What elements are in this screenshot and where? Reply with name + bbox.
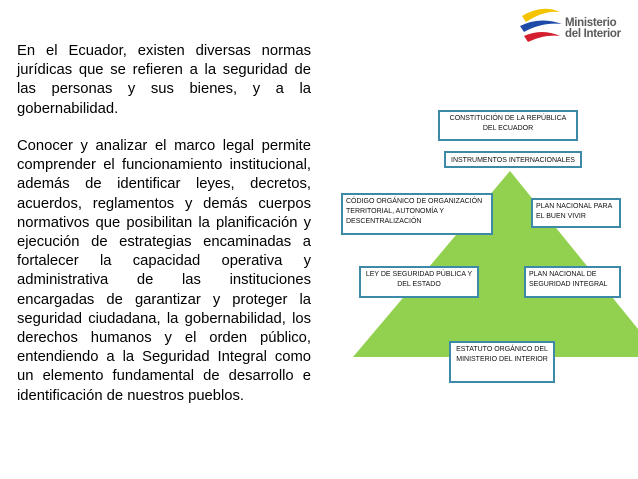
box-plan-buen-vivir bbox=[531, 198, 621, 228]
box-constitucion-label: CONSTITUCIÓN DE LA REPÚBLICA DEL ECUADOR bbox=[449, 115, 567, 132]
box-plan-buen-vivir-label: PLAN NACIONAL PARA EL BUEN VIVIR bbox=[536, 203, 612, 220]
box-ley-seguridad bbox=[359, 266, 479, 298]
logo-title-line2: del Interior bbox=[565, 28, 621, 40]
box-plan-seguridad-integral bbox=[524, 266, 621, 298]
box-instrumentos-label: INSTRUMENTOS INTERNACIONALES bbox=[451, 157, 575, 164]
box-estatuto-label: ESTATUTO ORGÁNICO DEL MINISTERIO DEL INTERIOR bbox=[456, 346, 548, 363]
box-codigo-label: CÓDIGO ORGÁNICO DE ORGANIZACIÓN TERRITORIAL, AUTONOMÍA Y DESCENTRALIZACIÓN bbox=[346, 198, 483, 225]
box-instrumentos-internacionales bbox=[444, 151, 582, 168]
box-estatuto-organico bbox=[449, 341, 555, 383]
box-codigo-organico bbox=[341, 193, 493, 235]
logo-title-line1: Ministerio bbox=[565, 17, 617, 29]
box-plan-seguridad-label: PLAN NACIONAL DE SEGURIDAD INTEGRAL bbox=[529, 271, 608, 288]
intro-paragraph: En el Ecuador, existen diversas normas jurídicas que se refieren a la seguridad de las personas y sus bienes, y a la gobernabilidad. bbox=[17, 43, 311, 117]
box-ley-seguridad-label: LEY DE SEGURIDAD PÚBLICA Y DEL ESTADO bbox=[365, 271, 473, 288]
box-constitucion bbox=[438, 110, 578, 141]
body-paragraph: Conocer y analizar el marco legal permite comprender el funcionamiento institucional, además de identificar leyes, decretos, acuerdos, reglamentos y demás cuerpos normativos que posibilitan la planificación y ejecución de estrategias encaminadas a fortalecer la capacidad operativa y administrativa de las instituciones encargadas de garantizar y proteger la seguridad ciudadana, la gobernabilidad, los derechos humanos y el orden público, entendiendo a la Seguridad Integral como un elemento fundamental de desarrollo e identificación de nuestros pueblos. bbox=[17, 138, 311, 404]
